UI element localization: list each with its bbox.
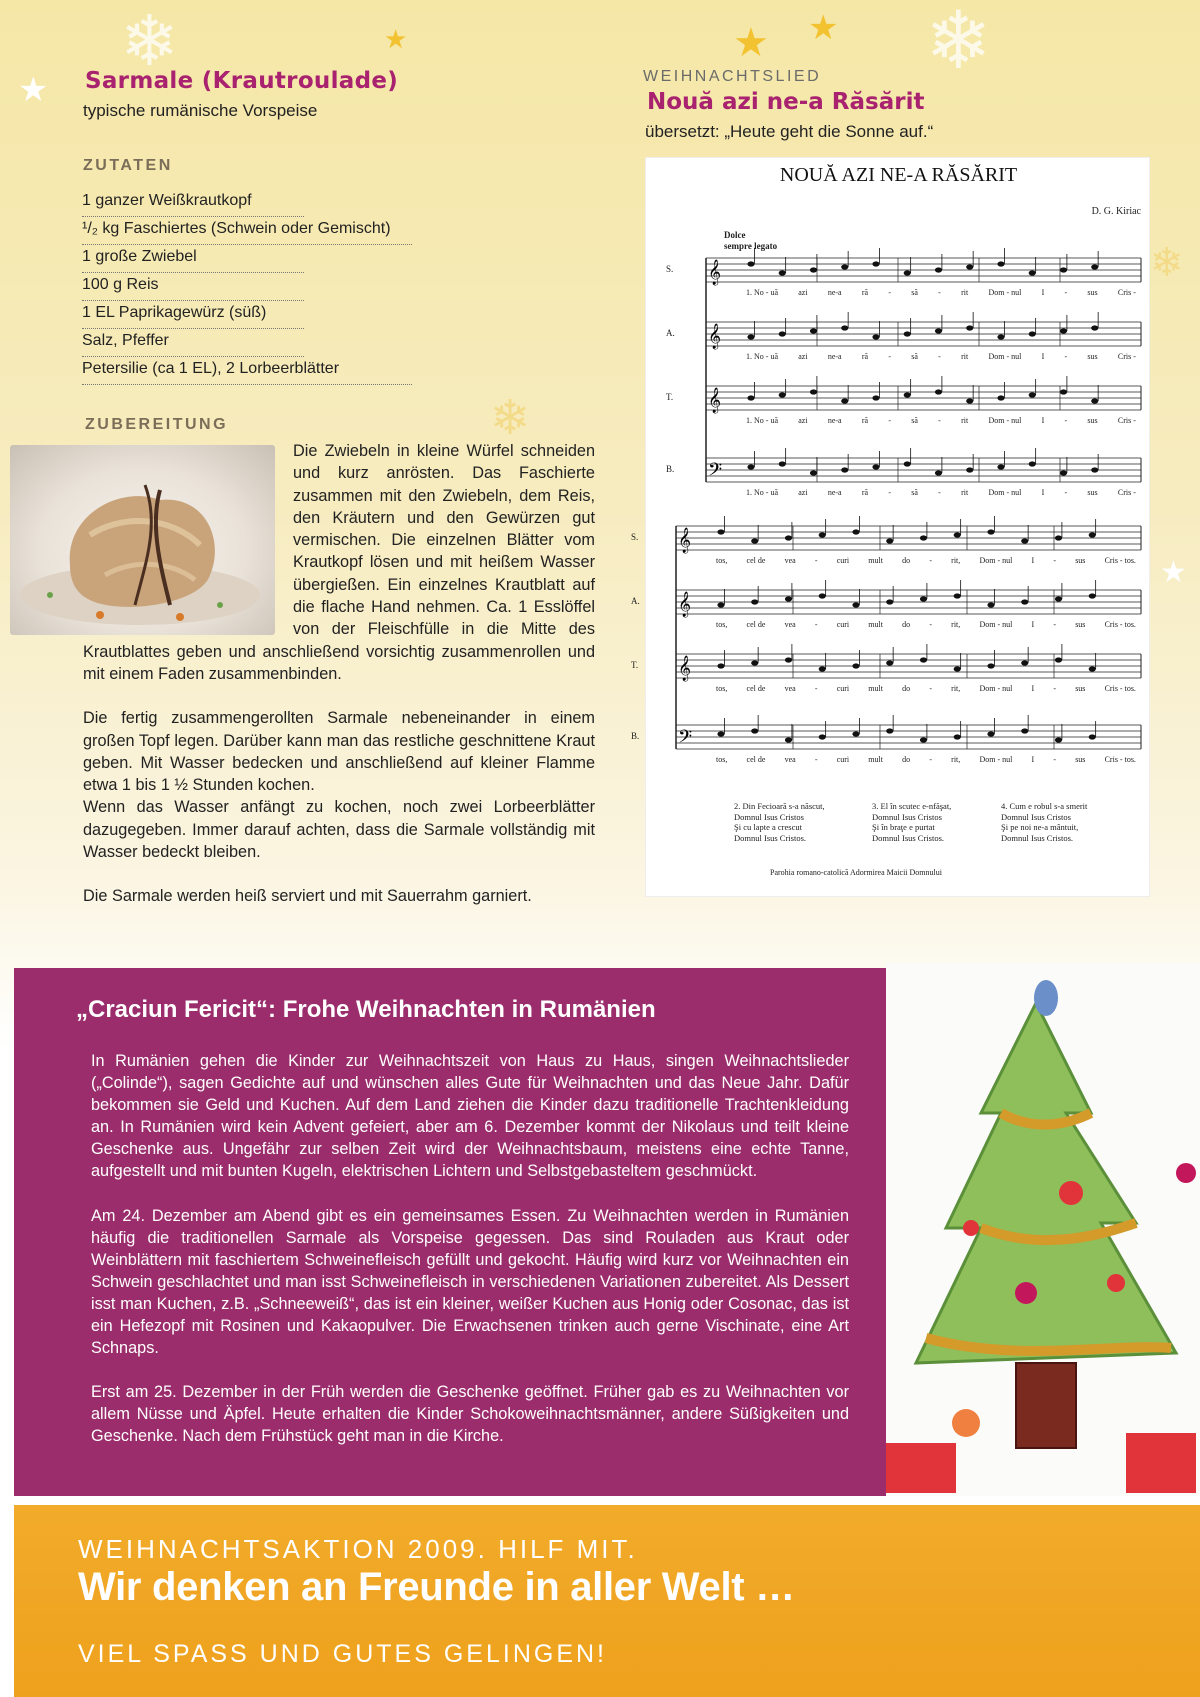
lyric-syllable: azi: [798, 352, 808, 361]
lyric-syllable: do: [902, 556, 911, 565]
lyric-syllable: -: [1053, 620, 1057, 629]
lyric-syllable: sus: [1087, 288, 1098, 297]
footer-kicker: WEIHNACHTSAKTION 2009. HILF MIT.: [78, 1534, 638, 1564]
note-head: [747, 334, 754, 339]
method-paragraph: Die fertig zusammengerollten Sarmale nebeneinander in einem großen Topf legen. Darüber kann man das restliche geschnittene Kraut geben. Mit Wasser bedecken und anschließend auf kleiner Flamme etwa 1 bis 1 ½ Stunden kochen.: [83, 709, 595, 795]
note-head: [852, 602, 859, 607]
lyric-syllable: Cris - tos.: [1104, 755, 1136, 764]
lyric-syllable: -: [888, 352, 891, 361]
list-item: Petersilie (ca 1 EL), 2 Lorbeerblätter: [82, 357, 412, 385]
lyric-syllable: azi: [798, 416, 808, 425]
note-head: [997, 334, 1004, 339]
note-head: [819, 734, 826, 739]
verse-2: [734, 801, 859, 843]
score-tempo: [724, 230, 804, 252]
note-head: [1029, 270, 1036, 275]
method-paragraph: Die Sarmale werden heiß serviert und mit Sauerrahm garniert.: [83, 887, 532, 906]
lyric-syllable: -: [1053, 755, 1057, 764]
lyric-syllable: -: [814, 556, 818, 565]
note-head: [751, 538, 758, 543]
note-head: [935, 328, 942, 333]
lyric-syllable: curi: [836, 620, 850, 629]
lyric-line: [716, 620, 1136, 629]
lyric-syllable: I: [1031, 684, 1035, 693]
note-head: [785, 737, 792, 742]
note-head: [886, 599, 893, 604]
lyric-syllable: -: [1064, 416, 1068, 425]
verse-line: Domnul Isus Cristos: [734, 811, 804, 822]
note-head: [717, 529, 724, 534]
lyric-syllable: ne-a: [827, 488, 842, 497]
recipe-subtitle: typische rumänische Vorspeise: [83, 101, 318, 120]
voice-label: S.: [631, 532, 639, 542]
lyric-syllable: curi: [836, 556, 850, 565]
lyric-syllable: rit,: [951, 755, 961, 764]
snowflake-icon: ❄: [490, 390, 531, 446]
note-head: [987, 731, 994, 736]
list-item: 1 ganzer Weißkrautkopf: [82, 189, 304, 217]
lyric-syllable: vea: [784, 620, 796, 629]
lyric-syllable: Dom - nul: [988, 352, 1022, 361]
lyric-syllable: -: [929, 684, 932, 693]
lyric-syllable: sus: [1087, 488, 1098, 497]
song-kicker: WEIHNACHTSLIED: [643, 68, 822, 85]
star-icon: ★: [1160, 555, 1187, 590]
verse-line: 3. El în scutec e-nfăşat,: [872, 801, 952, 811]
lyric-syllable: -: [888, 416, 891, 425]
photo-wrap-spacer: [83, 440, 293, 630]
note-head: [886, 538, 893, 543]
clef-icon: 𝄢: [678, 727, 693, 752]
note-head: [1089, 734, 1096, 739]
lyric-syllable: 1. No - uă: [746, 416, 778, 425]
list-item: 100 g Reis: [82, 273, 304, 301]
verse-line: Domnul Isus Cristos: [1001, 811, 1071, 822]
voice-label: A.: [666, 328, 675, 338]
song-subtitle: übersetzt: „Heute geht die Sonne auf.“: [645, 122, 934, 141]
note-head: [785, 657, 792, 662]
star-icon: ★: [18, 70, 49, 110]
note-head: [920, 737, 927, 742]
method-paragraph: Wenn das Wasser anfängt zu kochen, noch zwei Lorbeerblätter dazugegeben. Immer darauf achten, dass die Sarmale vollständig mit Wasser bedeckt bleiben.: [83, 798, 595, 862]
lyric-syllable: -: [888, 288, 891, 297]
note-head: [1055, 657, 1062, 662]
lyric-line: [746, 416, 1136, 425]
snowflake-icon: ❄: [1150, 240, 1184, 286]
lyric-syllable: Dom - nul: [988, 416, 1022, 425]
lyric-syllable: mult: [868, 684, 883, 693]
tempo-marking: Dolce: [724, 230, 746, 240]
note-head: [904, 270, 911, 275]
note-head: [852, 663, 859, 668]
note-head: [997, 261, 1004, 266]
clef-icon: 𝄞: [678, 656, 692, 681]
lyric-syllable: mult: [868, 755, 883, 764]
note-head: [987, 602, 994, 607]
article-paragraph: In Rumänien gehen die Kinder zur Weihnachtszeit von Haus zu Haus, singen Weihnachtslieder („Colinde“), sagen Gedichte auf und wünschen alles Gute für Weihnachten und das Neue Jahr. Dafür bekommen sie Geld und Kuchen. Auf dem Land ziehen die Kinder dazu traditionelle Trachtenkleidung an. In Rumänien wird kein Advent gefeiert, aber am 6. Dezember kommt der Nikolaus und teilt kleine Geschenke aus. Ungefähr zur selben Zeit wird der Weihnachtsbaum, meistens eine echte Tanne, aufgestellt und mit bunten Kugeln, elektrischen Lichtern und Selbstgebasteltem geschmückt.: [91, 1052, 849, 1181]
note-head: [966, 264, 973, 269]
ingredient-list: [82, 189, 391, 385]
lyric-syllable: 1. No - uă: [746, 288, 778, 297]
note-head: [997, 395, 1004, 400]
lyric-syllable: -: [938, 416, 941, 425]
clef-icon: 𝄞: [708, 324, 722, 349]
clef-icon: 𝄞: [678, 528, 692, 553]
lyric-syllable: Cris - tos.: [1104, 556, 1136, 565]
note-head: [785, 596, 792, 601]
note-head: [954, 593, 961, 598]
lyric-syllable: rit,: [951, 684, 961, 693]
snowflake-icon: ❄: [925, 0, 993, 87]
lyric-syllable: azi: [798, 488, 808, 497]
lyric-syllable: I: [1041, 416, 1045, 425]
lyric-syllable: vea: [784, 684, 796, 693]
verse-line: 2. Din Fecioară s-a născut,: [734, 801, 825, 811]
christmas-tree-drawing: [886, 963, 1200, 1496]
recipe-title: Sarmale (Krautroulade): [85, 68, 399, 94]
note-head: [779, 270, 786, 275]
lyric-syllable: -: [929, 556, 932, 565]
verse-line: Şi cu lapte a crescut: [734, 822, 802, 832]
note-head: [1060, 389, 1067, 394]
note-head: [1091, 398, 1098, 403]
lyric-syllable: azi: [798, 288, 808, 297]
clef-icon: 𝄞: [678, 592, 692, 617]
snowflake-icon: ❄: [120, 0, 179, 82]
lyric-syllable: sus: [1075, 755, 1086, 764]
method-text: [83, 440, 595, 930]
note-head: [920, 657, 927, 662]
note-head: [751, 599, 758, 604]
note-head: [810, 267, 817, 272]
note-head: [872, 464, 879, 469]
lyric-syllable: I: [1031, 755, 1035, 764]
lyric-line: [716, 755, 1136, 764]
lyric-syllable: rit,: [951, 620, 961, 629]
lyric-syllable: sus: [1075, 620, 1086, 629]
note-head: [1060, 470, 1067, 475]
lyric-syllable: rit: [961, 488, 969, 497]
verse-line: Domnul Isus Cristos.: [1001, 832, 1074, 843]
note-head: [954, 666, 961, 671]
lyric-syllable: Cris -: [1117, 352, 1136, 361]
lyric-syllable: sus: [1087, 416, 1098, 425]
lyric-syllable: ne-a: [827, 352, 842, 361]
lyric-syllable: I: [1041, 352, 1045, 361]
note-head: [935, 389, 942, 394]
lyric-syllable: -: [1053, 684, 1057, 693]
voice-label: B.: [666, 464, 675, 474]
lyric-syllable: Dom - nul: [979, 620, 1013, 629]
lyric-syllable: -: [1064, 352, 1068, 361]
lyric-line: [716, 684, 1136, 693]
verse-line: Şi pe noi ne-a mântuit,: [1001, 822, 1079, 832]
lyric-syllable: cel de: [746, 620, 766, 629]
note-head: [785, 535, 792, 540]
note-head: [920, 535, 927, 540]
lyric-syllable: Cris -: [1117, 288, 1136, 297]
verse-4: [1001, 801, 1126, 843]
lyric-syllable: ră: [861, 488, 869, 497]
lyric-syllable: curi: [836, 684, 850, 693]
lyric-line: [746, 352, 1136, 361]
lyric-syllable: ne-a: [827, 416, 842, 425]
lyric-syllable: -: [888, 488, 891, 497]
note-head: [841, 264, 848, 269]
lyric-syllable: -: [814, 684, 818, 693]
lyric-syllable: I: [1041, 488, 1045, 497]
lyric-syllable: I: [1031, 620, 1035, 629]
lyric-syllable: tos,: [716, 755, 728, 764]
lyric-syllable: să: [911, 288, 918, 297]
lyric-syllable: do: [902, 620, 911, 629]
list-item: 1 große Zwiebel: [82, 245, 304, 273]
note-head: [717, 663, 724, 668]
note-head: [886, 660, 893, 665]
lyric-syllable: -: [814, 620, 818, 629]
lyric-syllable: cel de: [746, 684, 766, 693]
lyric-line: [716, 556, 1136, 565]
clef-icon: 𝄞: [708, 260, 722, 285]
lyric-syllable: Dom - nul: [988, 288, 1022, 297]
footer-title: Wir denken an Freunde in aller Welt …: [78, 1565, 795, 1609]
lyric-syllable: Dom - nul: [979, 684, 1013, 693]
note-head: [1021, 660, 1028, 665]
note-head: [1091, 264, 1098, 269]
note-head: [819, 666, 826, 671]
lyric-syllable: curi: [836, 755, 850, 764]
note-head: [1029, 392, 1036, 397]
star-icon: ★: [808, 8, 839, 48]
note-head: [1089, 532, 1096, 537]
note-head: [810, 470, 817, 475]
note-head: [920, 596, 927, 601]
lyric-line: [746, 488, 1136, 497]
note-head: [810, 389, 817, 394]
lyric-syllable: do: [902, 755, 911, 764]
lyric-syllable: sus: [1087, 352, 1098, 361]
lyric-syllable: mult: [868, 556, 883, 565]
verse-line: Domnul Isus Cristos: [872, 811, 942, 822]
lyric-syllable: I: [1031, 556, 1035, 565]
lyric-syllable: ră: [861, 288, 869, 297]
note-head: [904, 461, 911, 466]
verse-line: Şi în braţe e purtat: [872, 822, 935, 832]
lyric-syllable: sus: [1075, 684, 1086, 693]
note-head: [747, 464, 754, 469]
lyric-syllable: vea: [784, 755, 796, 764]
note-head: [954, 532, 961, 537]
list-item: 1 EL Paprikagewürz (süß): [82, 301, 304, 329]
lyric-syllable: rit: [961, 288, 969, 297]
note-head: [872, 261, 879, 266]
note-head: [1055, 535, 1062, 540]
list-item: ¹/₂ kg Faschiertes (Schwein oder Gemischt): [82, 217, 412, 245]
note-head: [1055, 737, 1062, 742]
lyric-syllable: -: [1064, 488, 1068, 497]
note-head: [819, 593, 826, 598]
score-credit: Parohia romano-catolică Adormirea Maicii Domnului: [770, 868, 942, 877]
lyric-syllable: -: [929, 620, 932, 629]
note-head: [717, 602, 724, 607]
note-head: [1055, 596, 1062, 601]
song-title: Nouă azi ne-a Răsărit: [647, 89, 925, 115]
list-item: Salz, Pfeffer: [82, 329, 304, 357]
method-paragraph: Die Zwiebeln in kleine Würfel schneiden und kurz anrösten. Das Faschierte zusammen mit den Zwiebeln, dem Reis, den Kräutern und den Gewürzen gut vermischen. Die einzelnen Blätter vom Krautkopf lösen und mit heißem Wasser übergießen. Ein einzelnes Krautblatt auf die flache Hand nehmen. Ca. 1 Esslöffel von der Fleischfülle in die Mitte des Krautblattes geben und anschließend vorsichtig zusammenrollen und mit einem Faden zusammenbinden.: [83, 442, 595, 683]
lyric-syllable: să: [911, 488, 918, 497]
note-head: [819, 532, 826, 537]
note-head: [841, 325, 848, 330]
lyric-syllable: tos,: [716, 556, 728, 565]
lyric-syllable: 1. No - uă: [746, 488, 778, 497]
article-body: [91, 1050, 849, 1470]
lyric-syllable: tos,: [716, 684, 728, 693]
footer-tagline: VIEL SPASS UND GUTES GELINGEN!: [78, 1640, 608, 1668]
lyric-syllable: Dom - nul: [988, 488, 1022, 497]
lyric-syllable: Cris -: [1117, 416, 1136, 425]
note-head: [779, 461, 786, 466]
verse-line: 4. Cum e robul s-a smerit: [1001, 801, 1088, 811]
lyric-syllable: tos,: [716, 620, 728, 629]
article-paragraph: Am 24. Dezember am Abend gibt es ein gemeinsames Essen. Zu Weihnachten werden in Rumänien häufig die traditionellen Sarmale als Vorspeise gegessen. Das sind Rouladen aus Kraut oder Weinblättern mit faschiertem Schweinefleisch gefüllt und gekocht. Häufig wird kurz vor Weihnachten ein Schwein geschlachtet und man isst Schweinefleisch in verschiedenen Variationen zubereitet. Als Dessert isst man Kuchen, z.B. „Schneeweiß“, das ist ein kleiner, weißer Kuchen aus Honig oder Cosonac, das ist ein Hefezopf mit Rosinen und Kakaopulver. Die Erwachsenen trinken auch gerne Vischinate, eine Art Schnaps.: [91, 1206, 849, 1358]
lyric-line: [746, 288, 1136, 297]
score-composer: D. G. Kiriac: [1091, 206, 1141, 217]
note-head: [987, 529, 994, 534]
lyric-syllable: -: [1053, 556, 1057, 565]
note-head: [1091, 467, 1098, 472]
lyric-syllable: -: [938, 352, 941, 361]
note-head: [1029, 461, 1036, 466]
lyric-syllable: Dom - nul: [979, 755, 1013, 764]
verse-line: Domnul Isus Cristos.: [734, 832, 807, 843]
verse-3: [872, 801, 997, 843]
note-head: [779, 331, 786, 336]
note-head: [852, 529, 859, 534]
score-title: NOUĂ AZI NE-A RĂSĂRIT: [779, 164, 1018, 186]
voice-label: S.: [666, 264, 674, 274]
lyric-syllable: vea: [784, 556, 796, 565]
note-head: [987, 663, 994, 668]
lyric-syllable: ră: [861, 416, 869, 425]
voice-label: T.: [631, 660, 639, 670]
staff-lines: [646, 158, 1151, 898]
note-head: [872, 334, 879, 339]
lyric-syllable: să: [911, 416, 918, 425]
note-head: [886, 728, 893, 733]
lyric-syllable: cel de: [746, 556, 766, 565]
voice-label: A.: [631, 596, 640, 606]
note-head: [1091, 325, 1098, 330]
lyric-syllable: 1. No - uă: [746, 352, 778, 361]
note-head: [954, 734, 961, 739]
lyric-syllable: -: [938, 288, 941, 297]
note-head: [751, 660, 758, 665]
note-head: [935, 267, 942, 272]
note-head: [966, 325, 973, 330]
lyric-syllable: -: [814, 755, 818, 764]
note-head: [872, 395, 879, 400]
voice-label: B.: [631, 731, 640, 741]
lyric-syllable: I: [1041, 288, 1045, 297]
note-head: [1021, 728, 1028, 733]
note-head: [1021, 599, 1028, 604]
note-head: [852, 731, 859, 736]
note-head: [1029, 331, 1036, 336]
sheet-music: [631, 157, 1150, 897]
note-head: [966, 398, 973, 403]
lyric-syllable: -: [938, 488, 941, 497]
note-head: [779, 392, 786, 397]
note-head: [1089, 593, 1096, 598]
method-heading: ZUBEREITUNG: [85, 416, 229, 433]
verse-line: Domnul Isus Cristos.: [872, 832, 945, 843]
lyric-syllable: rit,: [951, 556, 961, 565]
lyric-syllable: ră: [861, 352, 869, 361]
tempo-marking: sempre legato: [724, 241, 778, 251]
note-head: [997, 464, 1004, 469]
star-icon: ★: [384, 25, 408, 55]
note-head: [747, 395, 754, 400]
lyric-syllable: să: [911, 352, 918, 361]
lyric-syllable: do: [902, 684, 911, 693]
note-head: [966, 467, 973, 472]
clef-icon: 𝄞: [708, 388, 722, 413]
lyric-syllable: ne-a: [827, 288, 842, 297]
note-head: [904, 331, 911, 336]
lyric-syllable: cel de: [746, 755, 766, 764]
note-head: [1089, 666, 1096, 671]
lyric-syllable: Cris - tos.: [1104, 684, 1136, 693]
note-head: [904, 392, 911, 397]
ingredients-heading: ZUTATEN: [83, 157, 173, 174]
article-heading: „Craciun Fericit“: Frohe Weihnachten in Rumänien: [76, 996, 656, 1023]
note-head: [1060, 267, 1067, 272]
lyric-syllable: mult: [868, 620, 883, 629]
note-head: [747, 261, 754, 266]
note-head: [1060, 328, 1067, 333]
lyric-syllable: -: [1064, 288, 1068, 297]
note-head: [935, 470, 942, 475]
lyric-syllable: Dom - nul: [979, 556, 1013, 565]
lyric-syllable: Cris - tos.: [1104, 620, 1136, 629]
note-head: [751, 728, 758, 733]
star-icon: ★: [733, 20, 769, 66]
lyric-syllable: rit: [961, 352, 969, 361]
note-head: [1021, 538, 1028, 543]
note-head: [841, 398, 848, 403]
note-head: [717, 731, 724, 736]
lyric-syllable: -: [929, 755, 932, 764]
clef-icon: 𝄢: [708, 460, 723, 485]
article-paragraph: Erst am 25. Dezember in der Früh werden die Geschenke geöffnet. Früher gab es zu Weihnachten vor allem Nüsse und Äpfel. Heute erhalten die Kinder Schokoweihnachtsmänner, andere Süßigkeiten und Geschenke. Nach dem Frühstück geht man in die Kirche.: [91, 1383, 849, 1446]
note-head: [810, 328, 817, 333]
note-head: [841, 467, 848, 472]
lyric-syllable: Cris -: [1117, 488, 1136, 497]
voice-label: T.: [666, 392, 674, 402]
lyric-syllable: rit: [961, 416, 969, 425]
lyric-syllable: sus: [1075, 556, 1086, 565]
